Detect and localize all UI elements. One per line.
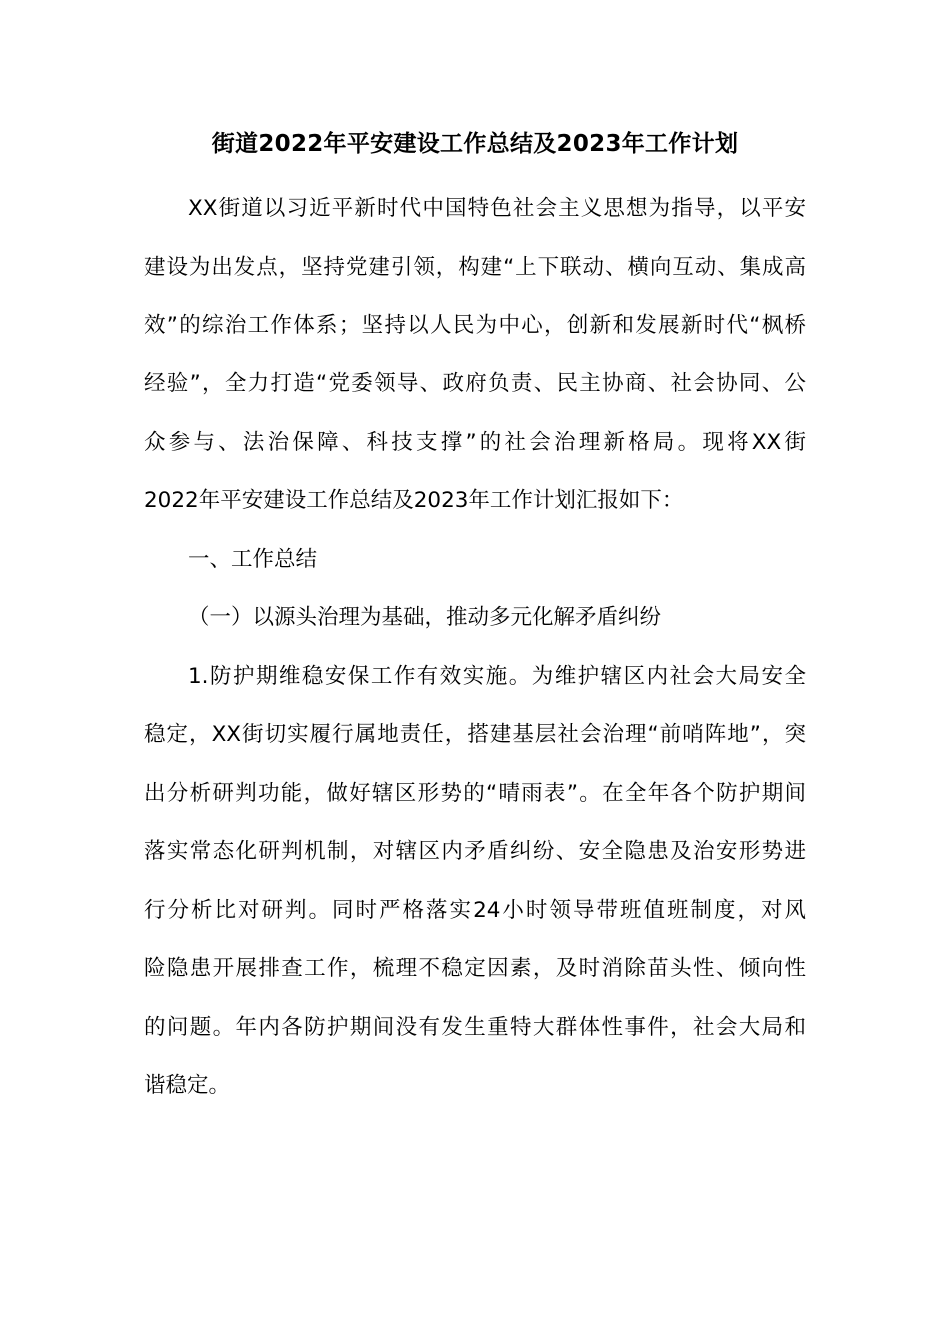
item1-line-3: 出分析研判功能，做好辖区形势的“晴雨表”。在全年各个防护期间 <box>144 781 806 806</box>
section-heading: 一、工作总结 <box>188 547 318 572</box>
subsection-heading: （一）以源头治理为基础，推动多元化解矛盾纠纷 <box>188 605 662 630</box>
intro-line-2: 建设为出发点，坚持党建引领，构建“上下联动、横向互动、集成高 <box>144 255 806 280</box>
intro-line-3: 效”的综治工作体系；坚持以人民为中心，创新和发展新时代“枫桥 <box>144 313 806 338</box>
item1-line-7: 的问题。年内各防护期间没有发生重特大群体性事件，社会大局和 <box>144 1015 806 1040</box>
item1-line-5: 行分析比对研判。同时严格落实24小时领导带班值班制度，对风 <box>144 898 806 923</box>
intro-line-1: XX街道以习近平新时代中国特色社会主义思想为指导，以平安 <box>188 196 806 221</box>
item1-line-2: 稳定，XX街切实履行属地责任，搭建基层社会治理“前哨阵地”，突 <box>144 722 806 747</box>
intro-line-6: 2022年平安建设工作总结及2023年工作计划汇报如下： <box>144 488 684 513</box>
item1-line-1: 1.防护期维稳安保工作有效实施。为维护辖区内社会大局安全 <box>188 664 806 689</box>
intro-line-5: 众参与、法治保障、科技支撑”的社会治理新格局。现将XX街 <box>144 430 806 455</box>
item1-line-8: 谐稳定。 <box>144 1073 231 1098</box>
intro-line-4: 经验”，全力打造“党委领导、政府负责、民主协商、社会协同、公 <box>144 371 806 396</box>
item1-line-4: 落实常态化研判机制，对辖区内矛盾纠纷、安全隐患及治安形势进 <box>144 839 806 864</box>
document-title: 街道2022年平安建设工作总结及2023年工作计划 <box>211 131 739 157</box>
item1-line-6: 险隐患开展排查工作，梳理不稳定因素，及时消除苗头性、倾向性 <box>144 956 806 981</box>
